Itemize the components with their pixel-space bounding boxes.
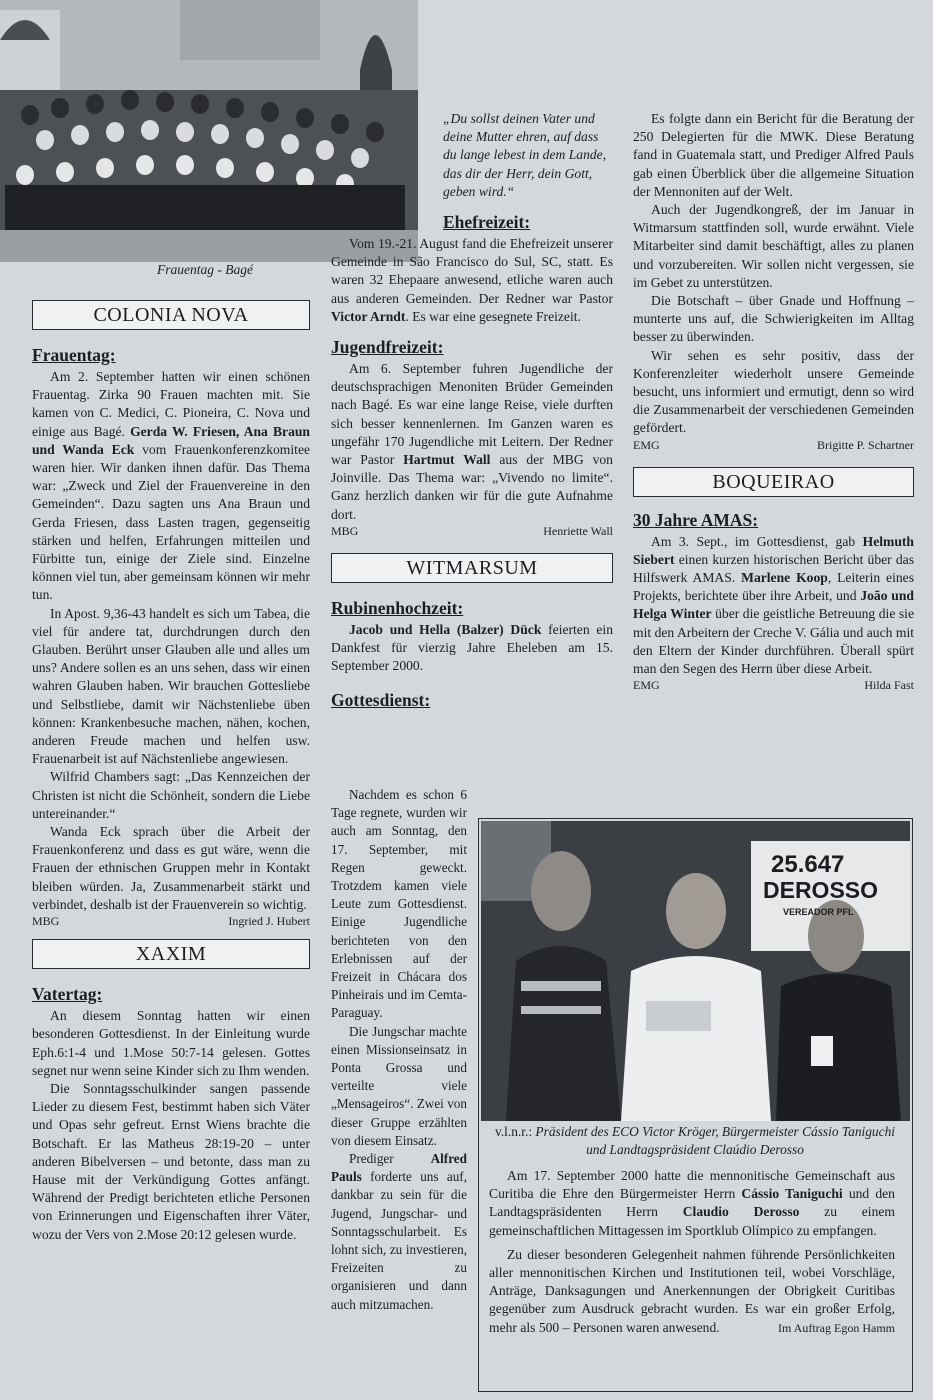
column-1: [32, 300, 310, 1244]
frauentag-signature: MBG Ingried J. Hubert: [32, 914, 310, 929]
jugendfreizeit-heading: Jugendfreizeit:: [331, 337, 444, 358]
column-2-narrow: [331, 786, 467, 1314]
frauentag-heading: Frauentag:: [32, 345, 116, 365]
jugendfreizeit-speaker: Hartmut Wall: [403, 452, 491, 468]
bottom-photo-caption: v.l.n.r.: Präsident des ECO Victor Kröger, Bürgermeister Cássio Taniguchi und Landtagspräsident Claúdio Derosso: [495, 1124, 895, 1157]
amas-paragraph: Am 3. Sept., im Gottesdienst, gab Helmuth Siebert einen kurzen historischen Bericht über das Hilfswerk AMAS. Marlene Koop, Leiterin eines Projekts, berichtete über ihre Arbeit, und João und Helga Winter über die geistliche Betreuung die sie mit den Arbeitern der Creche V. Gália und auch mit den Eltern der Kinder durchführen. Überall spürt man den Segen des Herrn über diese Arbeit.: [633, 533, 914, 677]
column-2: [331, 110, 613, 713]
amas-heading: 30 Jahre AMAS:: [633, 509, 759, 530]
witmarsum-report-paragraph-2: Auch der Jugendkongreß, der im Januar in Witmarsum stattfinden soll, wurde erwähnt. Viele Mitarbeiter sind damit beschäftigt, alles zu planen und vorzubereiten. Wir sollen nicht vergessen, sie im Gebet zu unterstützen.: [633, 202, 914, 290]
bottom-photo: [481, 821, 910, 1121]
sign-number: 25.647: [771, 851, 845, 878]
witmarsum-report-paragraph-3: Die Botschaft – über Gnade und Hoffnung – munterte uns auf, die Schwierigkeiten im Alltag besser zu überwinden.: [633, 293, 914, 345]
frauentag-paragraph-2: In Apost. 9,36-43 handelt es sich um Tabea, die viel für andere tat, durchdrungen durch den Glauben. Berührt unser Glauben alle und alles um uns? Andere sollen es an uns sehen, dass wir einen wahren Glauben haben. Wir brauchen Gottesliebe und Selbstliebe, damit wir Nächstenliebe üben können: Krankenbesuche machen, nähen, kochen, anderen Freude machen und helfen usw. Frauenarbeit ist auf Nächstenliebe angewiesen.: [32, 605, 310, 767]
column-3: [633, 110, 914, 693]
ehefreizeit-paragraph: Vom 19.-21. August fand die Ehefreizeit unserer Gemeinde in São Francisco do Sul, SC, statt. Es waren 32 Ehepaare anwesend, etliche waren auch aus anderen Gemeinden. Der Redner war Pastor Victor Arndt. Es war eine gesegnete Freizeit.: [331, 236, 613, 324]
gottesdienst-paragraph-1: Nachdem es schon 6 Tage regnete, wurden wir auch am Sonntag, den 17. September, mit Regen geweckt. Trotzdem kamen viele Leute zum Gottesdienst. Einige Jugendliche berichteten von den Erlebnissen auf der Freizeit in Chácara dos Pinheirais und im Cemta-Paraguay.: [331, 787, 467, 1021]
curitiba-signature: Im Auftrag Egon Hamm: [778, 1320, 895, 1335]
frauentag-paragraph-1: Am 2. September hatten wir einen schönen Frauentag. Zirka 90 Frauen machten mit. Sie kamen von C. Medici, C. Pioneira, C. Nova und einige aus Bagé. Gerda W. Friesen, Ana Braun und Wanda Eck vom Frauenkonferenzkomitee waren hier. Wir danken ihnen dafür. Das Thema war: „Zweck und Ziel der Frauenvereine in den Gemeinden“. Dazu sagten uns Ana Braun und Gerda Friesen, dass Lasten tragen, gegenseitig stärken und helfen, Erfahrungen mitteilen und Fürbitte tun, einige der Ziele sind. Einzelne können viel tun, aber gemeinsam können wir mehr tun.: [32, 369, 311, 603]
vatertag-quote: „Du sollst deinen Vater und deine Mutter ehren, auf dass du lange lebest in dem Lande, das dir der Herr, dein Gott, geben wird.“: [443, 111, 607, 199]
witmarsum-report-paragraph-4: Wir sehen es sehr positiv, dass der Konferenzleiter wiederholt unsere Gemeinde besucht, uns informiert und ermutigt, denn so wird die Zusammenarbeit der verschiedenen Gemeinden gefördert.: [633, 347, 914, 436]
vatertag-paragraph-1: An diesem Sonntag hatten wir einen besonderen Gottesdienst. In der Einleitung wurde Eph.6:1-4 und 1.Mose 50:7-14 gelesen. Gottes segnet nur wenn seine Kinder sich zu Ihm wenden.: [32, 1008, 310, 1078]
vatertag-paragraph-2: Die Sonntagsschulkinder sangen passende Lieder zu diesem Fest, bestimmt haben sich Väter und Opas sehr gefreut. Ernst Wiens brachte die Botschaft. Er las Matheus 28:19-20 – unter anderen Bibelversen – und betonte, dass man zu Hause mit der Verkündigung Gottes anfängt. Während der Predigt berichteten etliche Personen von Erinnerungen und Eigenschaften ihrer Väter, wozu der Vers von 2.Mose 20:12 gelesen wurde.: [32, 1080, 310, 1242]
curitiba-article-box: [478, 818, 913, 1392]
ehefreizeit-speaker: Victor Arndt: [331, 308, 406, 324]
sign-subtitle: VEREADOR PFL: [783, 907, 854, 917]
frauentag-paragraph-3: Wilfrid Chambers sagt: „Das Kennzeichen der Christen ist nicht die Schönheit, sondern die Liebe untereinander.“: [32, 769, 310, 821]
jugendfreizeit-signature: MBG Henriette Wall: [331, 523, 613, 538]
frauentag-names: Gerda W. Friesen, Ana Braun und Wanda Eck: [32, 423, 310, 457]
curitiba-paragraph-2: Zu dieser besonderen Gelegenheit nahmen führende Persönlichkeiten aller mennonitischen Kirchen und Institutionen teil, wobei Vorschläge, Anträge, Danksagungen und Anerkennungen der Obrigkeit Curitibas gegenüber zum Ausdruck gebracht wurden. Es war ein großer Erfolg, mehr als 500 – Personen waren anwesend. Im Auftrag Egon Hamm: [489, 1246, 895, 1337]
rubinenhochzeit-names: Jacob und Hella (Balzer) Dück: [349, 621, 542, 637]
xaxim-title: XAXIM: [32, 939, 310, 969]
rubinenhochzeit-heading: Rubinenhochzeit:: [331, 597, 464, 618]
dignitaries-photo-image: [481, 821, 910, 1121]
gottesdienst-paragraph-3: Prediger Alfred Pauls forderte uns auf, dankbar zu sein für die Jugend, Jungschar- und Sonntagsschularbeit. Es lohnt sich, zu investieren, Freizeiten zu organisieren und dann auch mitzumachen.: [331, 1151, 467, 1312]
curitiba-article: [489, 1167, 895, 1337]
witmarsum-report-signature: EMG Brigitte P. Schartner: [633, 437, 914, 452]
gottesdienst-heading: Gottesdienst:: [331, 690, 431, 711]
amas-signature: EMG Hilda Fast: [633, 678, 914, 693]
curitiba-paragraph-1: Am 17. September 2000 hatte die mennonitische Gemeinschaft aus Curitiba die Ehre den Bürgermeister Herrn Cássio Taniguchi und den Landtagspräsidenten Herrn Claudio Derosso zu einem gemeinschaftlichen Mittagessen im Sportklub Olímpico zu empfangen.: [489, 1168, 895, 1238]
witmarsum-title: WITMARSUM: [331, 553, 613, 583]
colonia-nova-title: COLONIA NOVA: [32, 300, 310, 330]
top-photo-caption: Frauentag - Bagé: [157, 262, 253, 277]
vatertag-heading: Vatertag:: [32, 984, 103, 1005]
witmarsum-report-paragraph-1: Es folgte dann ein Bericht für die Beratung der 250 Delegierten für die MWK. Diese Beratung fand in Guatemala statt, und Prediger Alfred Pauls gab einen Überblick über die allgemeine Situation der Mennoniten auf der Welt.: [633, 111, 914, 199]
jugendfreizeit-paragraph: Am 6. September fuhren Jugendliche der deutschsprachigen Menoniten Brüder Gemeinden nach Bagé. Es war eine lange Reise, viele durften sich besser kennenlernen. Im Ganzen waren es ungefähr 170 Jugendliche mit Leitern. Der Redner war Pastor Hartmut Wall aus der MBG von Joinville. Das Thema war: „Vivendo no limite“. Ganz herzlich danken wir für die gute Aufnahme dort.: [331, 361, 613, 522]
rubinenhochzeit-paragraph: Jacob und Hella (Balzer) Dück feierten ein Dankfest für vierzig Jahre Eheleben am 15. September 2000.: [331, 621, 613, 674]
boqueirao-title: BOQUEIRAO: [633, 467, 914, 497]
frauentag-paragraph-4: Wanda Eck sprach über die Arbeit der Frauenkonferenz und dass es gut wäre, wenn die Frauen der ethnischen Gruppen mehr in Kontakt bleiben würden. Ja, Zusammenarbeit stärkt und verbindet, deshalb ist der Frauenverein so wichtig.: [32, 824, 310, 912]
ehefreizeit-heading: Ehefreizeit:: [443, 212, 531, 233]
sign-name: DEROSSO: [763, 877, 879, 903]
gottesdienst-preacher: Alfred Pauls: [331, 1151, 467, 1185]
gottesdienst-paragraph-2: Die Jungschar machte einen Missionseinsatz in Ponta Grossa und verteilte viele „Mensageiros“. Zwei von dieser Gruppe erzählten von diesem Einsatz.: [331, 1023, 467, 1148]
